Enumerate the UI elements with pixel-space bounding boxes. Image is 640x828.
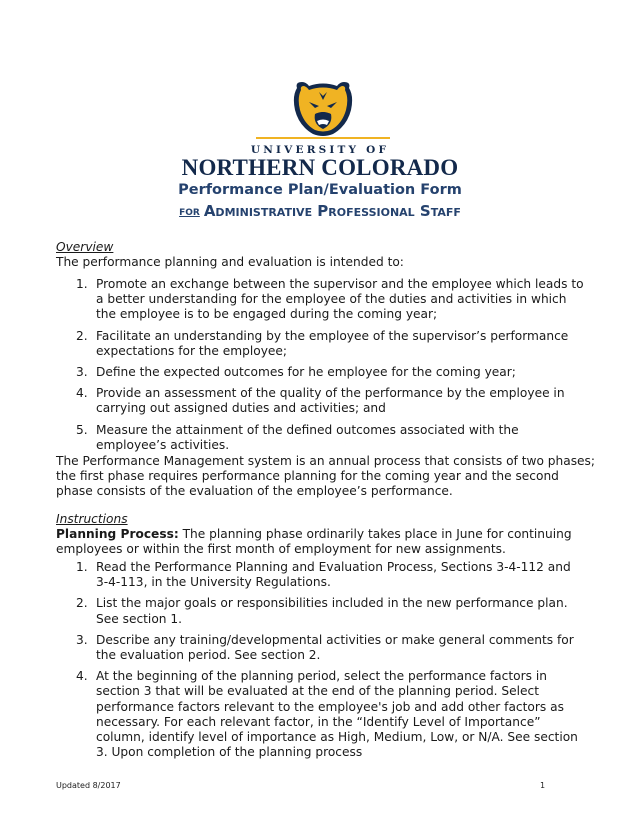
list-item: 3. Define the expected outcomes for he employee for the coming year;: [76, 365, 516, 380]
logo-divider: [256, 137, 390, 139]
list-item: 3. Describe any training/developmental activities or make general comments for the evaluation period. See section 2.: [76, 632, 574, 663]
planning-process-label: Planning Process:: [56, 527, 179, 542]
overview-section: [56, 240, 596, 270]
planning-process-paragraph: Planning Process: The planning phase ordinarily takes place in June for continuing employees or within the first month of employment for new assignments.: [56, 527, 572, 557]
page-number: 1: [540, 781, 546, 790]
instructions-section: [56, 512, 596, 558]
form-audience: Administrative Professional Staff: [203, 202, 461, 220]
overview-summary: The Performance Management system is an annual process that consists of two phases; the first phase requires performance planning for the coming year and the second phase consists of the evaluation of the employee’s performance.: [56, 454, 596, 499]
list-item: 1. Promote an exchange between the supervisor and the employee which leads to a better understanding for the employee of the duties and activities in which the employee is to be engaged during the coming year;: [76, 277, 584, 322]
instructions-heading: Instructions: [56, 512, 128, 526]
overview-intro: The performance planning and evaluation is intended to:: [56, 255, 404, 270]
list-item: 4. At the beginning of the planning period, select the performance factors in section 3 that will be evaluated at the end of the planning period. Select performance factors relevant to the employee's job and add other factors as necessary. For each relevant factor, in the “Identify Level of Importance” column, identify level of importance as High, Medium, Low, or N/A. See section 3. Upon completion of the planning process: [76, 669, 578, 760]
list-item: 4. Provide an assessment of the quality of the performance by the employee in carrying out assigned duties and activities; and: [76, 386, 565, 416]
form-subtitle: [0, 202, 640, 220]
form-for-label: FOR: [179, 208, 200, 218]
list-item: 2. List the major goals or responsibilities included in the new performance plan. See section 1.: [76, 596, 568, 626]
overview-list: [56, 277, 586, 459]
footer-updated: Updated 8/2017: [56, 781, 121, 790]
university-name: NORTHERN COLORADO: [181, 155, 459, 180]
instructions-list: [56, 560, 586, 766]
list-item: 2. Facilitate an understanding by the employee of the supervisor’s performance expectations for the employee;: [76, 328, 569, 358]
bear-logo-icon: [291, 80, 355, 138]
list-item: 5. Measure the attainment of the defined outcomes associated with the employee’s activities.: [76, 422, 519, 452]
overview-heading: Overview: [56, 240, 114, 254]
list-item: 1. Read the Performance Planning and Evaluation Process, Sections 3-4-112 and 3-4-113, in the University Regulations.: [76, 560, 571, 590]
form-title: Performance Plan/Evaluation Form: [178, 182, 462, 198]
university-of-text: UNIVERSITY OF: [250, 144, 390, 156]
